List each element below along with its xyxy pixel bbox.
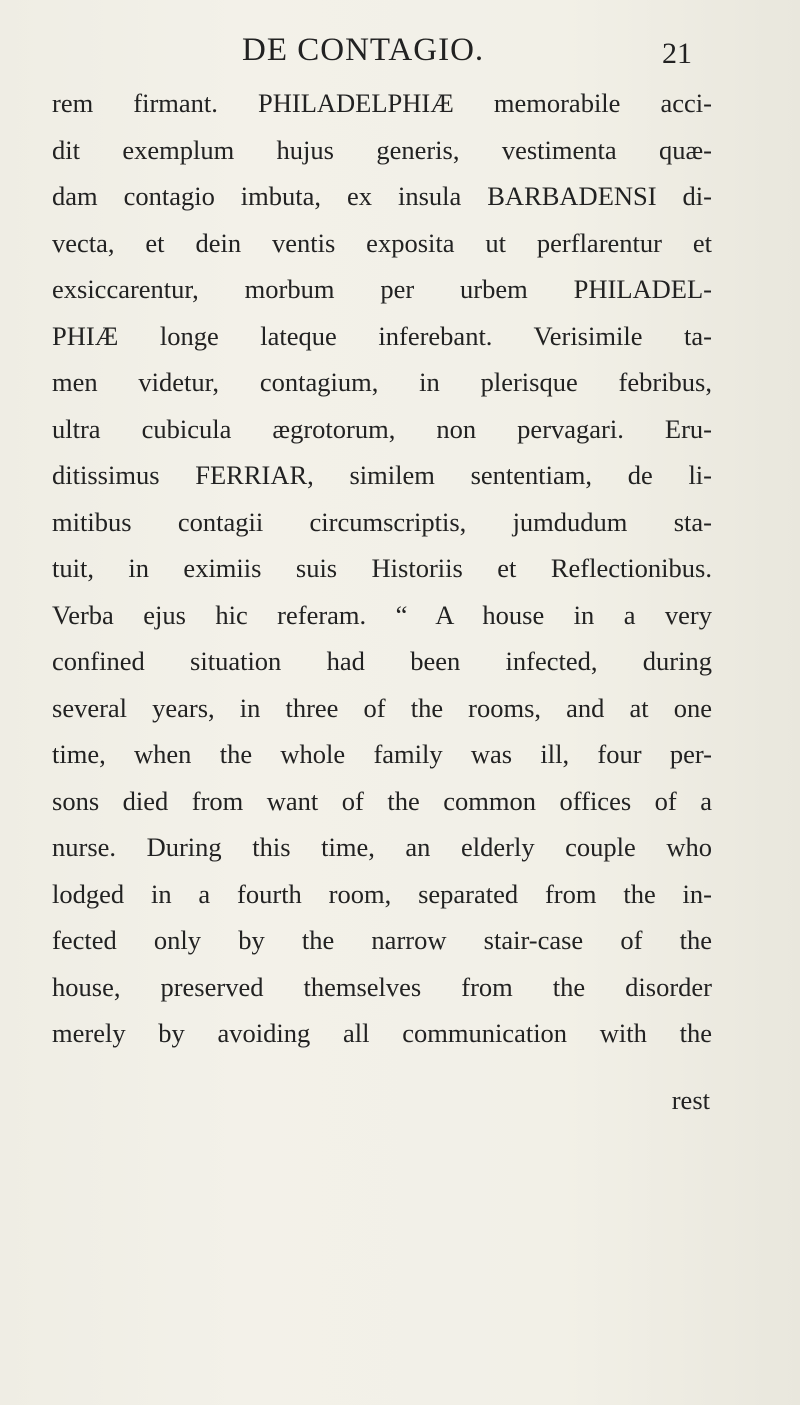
text-line: mitibus contagii circumscriptis, jumdudum sta- [52,506,712,537]
text-line: Verba ejus hic referam. “ A house in a very [52,599,712,630]
text-line: nurse. During this time, an elderly couple who [52,832,712,862]
text-line: fected only by the narrow stair-case of the [52,925,712,955]
body-text [52,80,712,1057]
running-head: DE CONTAGIO. [242,32,485,68]
text-line: lodged in a fourth room, separated from the in- [52,878,712,909]
text-line: ditissimus FERRIAR, similem sententiam, de li- [52,460,712,490]
text-line: sons died from want of the common offices of a [52,785,712,816]
text-line: dit exemplum hujus generis, vestimenta quæ- [52,134,712,165]
catchword: rest [671,1085,710,1115]
text-line: tuit, in eximiis suis Historiis et Reflectionibus. [52,553,712,583]
text-line: merely by avoiding all communication with the [52,1018,712,1048]
text-line: PHIÆ longe lateque inferebant. Verisimile ta- [52,320,712,351]
text-line: time, when the whole family was ill, four per- [52,739,712,769]
text-line: house, preserved themselves from the disorder [52,971,712,1002]
text-line: several years, in three of the rooms, and at one [52,692,712,723]
text-line: men videtur, contagium, in plerisque febribus, [52,367,712,397]
page-number: 21 [662,37,692,70]
text-line: dam contagio imbuta, ex insula BARBADENSI di- [52,181,712,211]
text-line: rem firmant. PHILADELPHIÆ memorabile acci- [52,88,712,118]
text-line: exsiccarentur, morbum per urbem PHILADEL- [52,274,712,304]
text-line: vecta, et dein ventis exposita ut perflarentur et [52,227,712,258]
text-line: confined situation had been infected, during [52,646,712,676]
page-header [52,30,692,70]
text-line: ultra cubicula ægrotorum, non pervagari. Eru- [52,413,712,444]
